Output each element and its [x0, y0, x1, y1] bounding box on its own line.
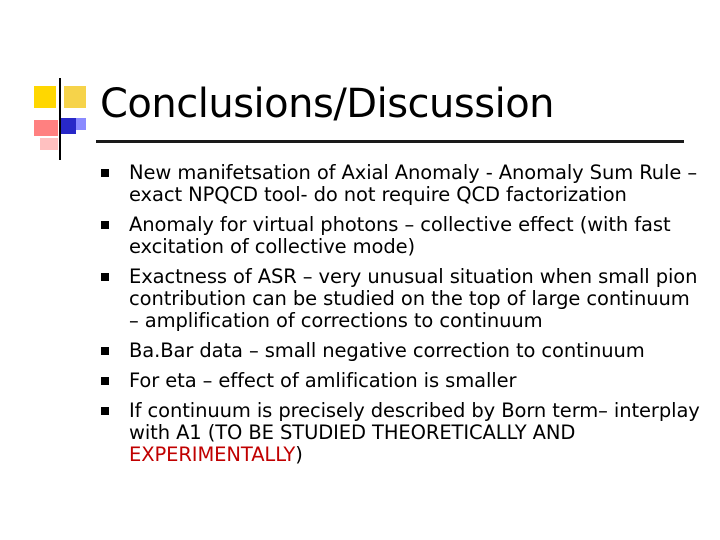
bullet-list: [100, 162, 700, 474]
square-bullet-icon: [101, 407, 109, 415]
square-bullet-icon: [101, 377, 109, 385]
bullet-text: New manifetsation of Axial Anomaly - Anomaly Sum Rule – exact NPQCD tool- do not require QCD factorization: [129, 161, 697, 206]
bullet-text-part: If continuum is precisely described by Born term– interplay with A1 (TO BE STUDIED THEORETICALLY AND: [129, 399, 700, 444]
title-underline: [96, 140, 684, 143]
square-bullet-icon: [101, 221, 109, 229]
bullet-item: [100, 214, 700, 258]
bullet-item: [100, 400, 700, 466]
bullet-item: [100, 370, 700, 392]
square-bullet-icon: [101, 169, 109, 177]
bullet-item: [100, 340, 700, 362]
bullet-item: [100, 266, 700, 332]
bullet-text: Anomaly for virtual photons – collective effect (with fast excitation of collective mode): [129, 213, 671, 258]
bullet-text: [129, 399, 700, 466]
square-bullet-icon: [101, 347, 109, 355]
bullet-text: For eta – effect of amlification is smaller: [129, 369, 517, 392]
decorative-squares: [30, 78, 90, 168]
bullet-item: [100, 162, 700, 206]
square-bullet-icon: [101, 273, 109, 281]
bullet-text-part: ): [295, 443, 303, 466]
highlighted-text: EXPERIMENTALLY: [129, 443, 296, 466]
bullet-text: Exactness of ASR – very unusual situation when small pion contribution can be studied on the top of large continuum – amplification of corrections to continuum: [129, 265, 698, 332]
slide-title: Conclusions/Discussion: [100, 81, 555, 127]
bullet-text: Ba.Bar data – small negative correction to continuum: [129, 339, 645, 362]
